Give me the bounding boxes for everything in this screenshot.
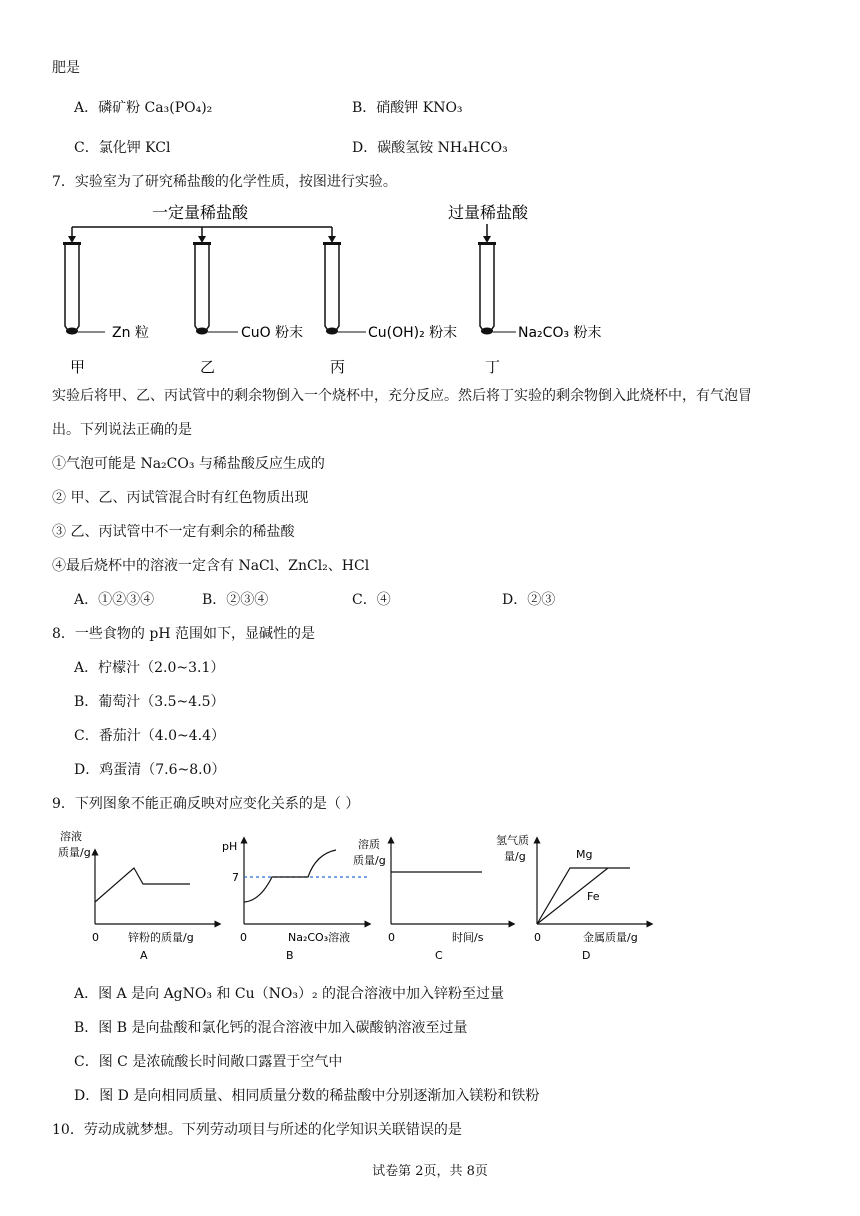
q7-option-b: B．②③④ <box>202 592 269 608</box>
q9-stem: 9．下列图象不能正确反映对应变化关系的是（ ） <box>52 796 360 812</box>
q7-stem: 7．实验室为了研究稀盐酸的化学性质，按图进行实验。 <box>52 174 397 190</box>
reagent-cuoh2: Cu(OH)₂ 粉末 <box>368 325 458 341</box>
q6-option-a: A．磷矿粉 Ca₃(PO₄)₂ <box>74 100 213 116</box>
reagent-cuo: CuO 粉末 <box>241 325 304 341</box>
graph-a <box>58 829 218 962</box>
tube-yi <box>193 242 303 376</box>
graph-a-caption: A <box>140 949 148 962</box>
q9-option-a: A．图 A 是向 AgNO₃ 和 Cu（NO₃）₂ 的混合溶液中加入锌粉至过量 <box>74 986 505 1002</box>
graph-d-xlabel: 金属质量/g <box>583 931 638 944</box>
q6-option-c: C．氯化钾 KCl <box>74 140 171 156</box>
q7-statement-2: ② 甲、乙、丙试管混合时有红色物质出现 <box>52 490 309 506</box>
graph-b-xlabel: Na₂CO₃溶液 <box>288 931 351 944</box>
graph-a-origin: 0 <box>92 931 99 944</box>
q7-text-2: 出。下列说法正确的是 <box>52 422 192 438</box>
q7-option-a: A．①②③④ <box>74 592 155 608</box>
q7-label-left: 一定量稀盐酸 <box>151 203 249 222</box>
graph-a-xlabel: 锌粉的质量/g <box>128 931 194 944</box>
graph-c-ylabel-1: 溶质 <box>358 838 380 851</box>
q8-option-a: A．柠檬汁（2.0~3.1） <box>74 660 225 676</box>
q8-option-c: C．番茄汁（4.0~4.4） <box>74 728 225 744</box>
graph-b-tick-7: 7 <box>232 871 239 884</box>
tube-label-jia: 甲 <box>70 358 86 376</box>
q6-stem-tail: 肥是 <box>52 60 80 76</box>
tube-jia <box>63 242 149 376</box>
q7-statement-1: ①气泡可能是 Na₂CO₃ 与稀盐酸反应生成的 <box>52 456 325 472</box>
graph-c-xlabel: 时间/s <box>452 931 484 944</box>
graph-d-series-mg: Mg <box>576 848 593 861</box>
q7-label-right: 过量稀盐酸 <box>447 203 529 222</box>
q7-text-1: 实验后将甲、乙、丙试管中的剩余物倒入一个烧杯中，充分反应。然后将丁实验的剩余物倒入此烧杯中，有气泡冒 <box>52 388 752 404</box>
q8-option-b: B．葡萄汁（3.5~4.5） <box>74 694 225 710</box>
graph-c-caption: C <box>435 949 443 962</box>
graph-a-ylabel-2: 质量/g <box>58 846 91 859</box>
graph-d-ylabel-1: 氢气质 <box>496 834 529 847</box>
tube-label-ding: 丁 <box>485 358 501 376</box>
q10-stem: 10．劳动成就梦想。下列劳动项目与所述的化学知识关联错误的是 <box>52 1122 462 1138</box>
graph-c-origin: 0 <box>388 931 395 944</box>
q7-figure <box>50 196 630 380</box>
graph-d-ylabel-2: 量/g <box>504 850 526 863</box>
tube-label-bing: 丙 <box>330 358 346 376</box>
graph-d-series-fe: Fe <box>587 890 600 903</box>
graph-d <box>496 833 650 962</box>
q7-option-d: D．②③ <box>502 592 556 608</box>
graph-d-origin: 0 <box>534 931 541 944</box>
tube-label-yi: 乙 <box>200 358 216 376</box>
q7-statement-4: ④最后烧杯中的溶液一定含有 NaCl、ZnCl₂、HCl <box>52 558 370 574</box>
tube-ding <box>478 242 602 376</box>
q6-option-d: D．碳酸氢铵 NH₄HCO₃ <box>352 140 508 156</box>
q8-option-d: D．鸡蛋清（7.6~8.0） <box>74 762 226 778</box>
q7-statement-3: ③ 乙、丙试管中不一定有剩余的稀盐酸 <box>52 524 295 540</box>
page-footer: 试卷第 2页，共 8页 <box>372 1164 488 1179</box>
graph-c-ylabel-2: 质量/g <box>353 854 386 867</box>
graph-b-ylabel: pH <box>222 840 238 853</box>
graph-b <box>222 840 368 962</box>
reagent-na2co3: Na₂CO₃ 粉末 <box>518 325 602 341</box>
q8-stem: 8．一些食物的 pH 范围如下，显碱性的是 <box>52 626 315 642</box>
q9-option-c: C．图 C 是浓硫酸长时间敞口露置于空气中 <box>74 1054 343 1070</box>
graph-c <box>353 837 512 962</box>
graph-b-origin: 0 <box>240 931 247 944</box>
q9-option-b: B．图 B 是向盐酸和氯化钙的混合溶液中加入碳酸钠溶液至过量 <box>74 1020 468 1036</box>
graph-b-caption: B <box>286 949 294 962</box>
q6-option-b: B．硝酸钾 KNO₃ <box>352 100 463 116</box>
tube-bing <box>323 242 457 376</box>
q7-option-c: C．④ <box>352 592 391 608</box>
graph-d-caption: D <box>582 949 591 962</box>
reagent-zn: Zn 粒 <box>112 325 149 341</box>
graph-a-ylabel-1: 溶液 <box>60 830 82 843</box>
q9-option-d: D．图 D 是向相同质量、相同质量分数的稀盐酸中分别逐渐加入镁粉和铁粉 <box>74 1088 540 1104</box>
q9-graphs <box>50 826 660 966</box>
